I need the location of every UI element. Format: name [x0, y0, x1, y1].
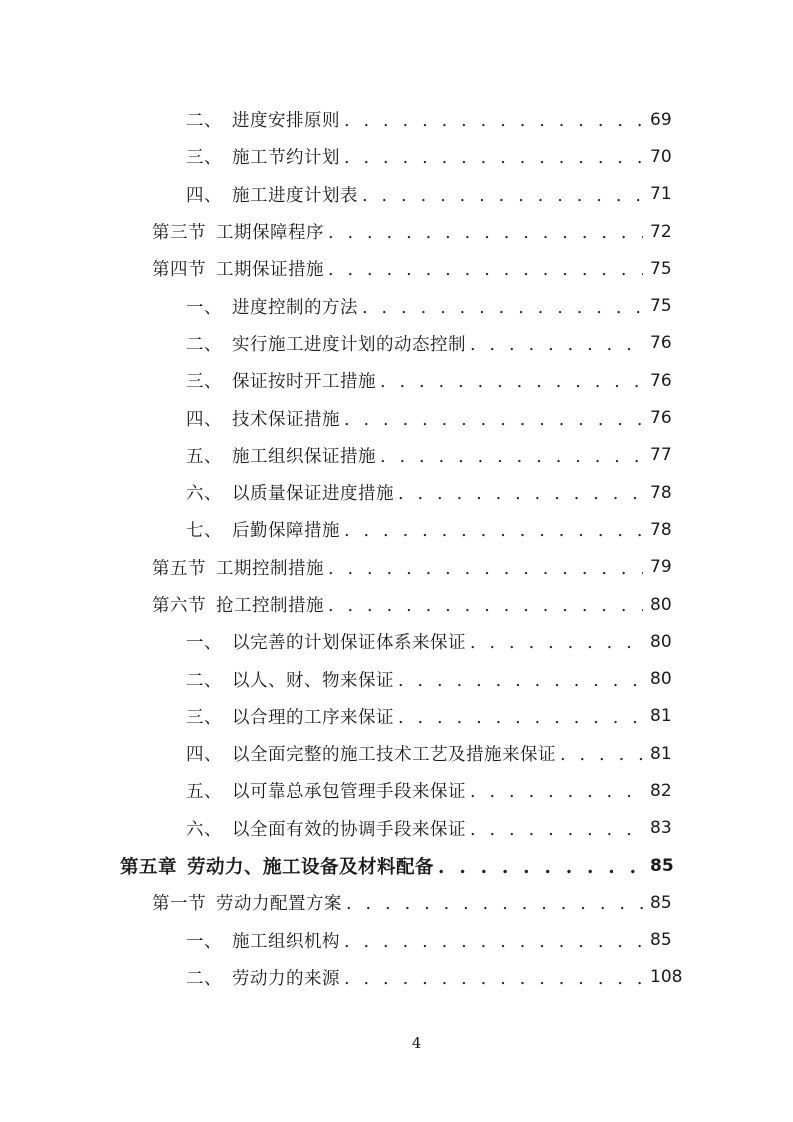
toc-entry-title: 施工组织机构	[232, 931, 340, 952]
toc-entry-label	[186, 406, 340, 431]
toc-entry-label	[186, 741, 556, 766]
toc-entry-label	[152, 592, 324, 617]
toc-entry[interactable]	[0, 176, 793, 213]
toc-entry-page: 78	[650, 519, 672, 540]
toc-entry-number: 三、	[186, 707, 222, 728]
dot-leader	[324, 260, 643, 280]
toc-entry-label	[186, 331, 466, 356]
toc-entry-number: 第五节	[152, 558, 206, 579]
toc-entry[interactable]	[0, 101, 793, 138]
toc-entry-label	[186, 182, 358, 207]
dot-leader	[324, 596, 643, 616]
dot-leader	[394, 671, 643, 691]
toc-entry-number: 第一节	[152, 894, 206, 915]
toc-entry-page: 85	[650, 855, 674, 876]
toc-entry[interactable]	[0, 213, 793, 250]
toc-entry-title: 工期控制措施	[216, 558, 324, 579]
toc-entry-label	[152, 219, 324, 244]
toc-entry[interactable]	[0, 884, 793, 921]
toc-entry-title: 抢工控制措施	[216, 596, 324, 616]
toc-entry-page: 69	[650, 109, 672, 130]
dot-leader	[466, 782, 643, 802]
toc-entry[interactable]	[0, 772, 793, 809]
toc-entry[interactable]	[0, 511, 793, 548]
toc-entry-label	[186, 480, 394, 505]
toc-entry-number: 一、	[186, 633, 222, 654]
toc-entry[interactable]	[0, 586, 793, 623]
toc-entry-label	[186, 928, 340, 953]
toc-entry[interactable]	[0, 474, 793, 511]
toc-entry-number: 六、	[186, 819, 222, 840]
toc-entry-page: 76	[650, 333, 672, 354]
toc-entry[interactable]	[0, 250, 793, 287]
toc-entry-title: 进度控制的方法	[232, 297, 358, 318]
toc-entry-number: 四、	[186, 409, 222, 430]
toc-entry-label	[186, 517, 340, 542]
dot-leader	[358, 186, 643, 206]
toc-entry-title: 以合理的工序来保证	[232, 707, 394, 728]
page-number: 4	[411, 1034, 422, 1052]
toc-entry[interactable]	[0, 660, 793, 697]
toc-entry[interactable]	[0, 810, 793, 847]
dot-leader	[324, 223, 643, 243]
toc-entry-number: 四、	[186, 185, 222, 206]
toc-entry-page: 71	[650, 184, 672, 205]
toc-entry[interactable]	[0, 362, 793, 399]
toc-entry[interactable]	[0, 623, 793, 660]
toc-entry-label	[186, 368, 376, 393]
toc-entry-number: 第四节	[152, 260, 206, 281]
dot-leader	[342, 894, 643, 914]
toc-entry-number: 三、	[186, 148, 222, 169]
toc-entry-title: 施工组织保证措施	[232, 446, 376, 467]
dot-leader	[556, 745, 643, 765]
toc-entry-label	[152, 256, 324, 281]
toc-entry-number: 五、	[186, 446, 222, 467]
toc-entry-title: 后勤保障措施	[232, 521, 340, 542]
toc-entry-label	[186, 778, 466, 803]
toc-entry-page: 75	[650, 296, 672, 317]
toc-entry-page: 72	[650, 221, 672, 242]
toc-entry-number: 五、	[186, 782, 222, 803]
toc-entry-label	[186, 443, 376, 468]
toc-entry-page: 80	[650, 594, 672, 615]
toc-entry-label	[186, 965, 340, 990]
toc-entry-page: 80	[650, 631, 672, 652]
toc-entry-page: 81	[650, 743, 672, 764]
toc-entry[interactable]	[0, 735, 793, 772]
toc-entry-title: 工期保障程序	[216, 223, 324, 244]
dot-leader	[340, 410, 643, 430]
toc-entry-page: 77	[650, 445, 672, 466]
dot-leader	[376, 372, 643, 392]
toc-entry[interactable]	[0, 549, 793, 586]
dot-leader	[340, 148, 643, 168]
toc-entry-label	[186, 107, 340, 132]
toc-entry-number: 七、	[186, 521, 222, 542]
toc-entry[interactable]	[0, 399, 793, 436]
toc-entry-number: 二、	[186, 334, 222, 355]
toc-entry-page: 85	[650, 930, 672, 951]
toc-entry-title: 施工进度计划表	[232, 185, 358, 206]
toc-entry-number: 一、	[186, 931, 222, 952]
toc-entry-title: 保证按时开工措施	[232, 372, 376, 393]
toc-entry-number: 一、	[186, 297, 222, 318]
toc-entry-label	[186, 667, 394, 692]
toc-entry-title: 劳动力、施工设备及材料配备	[187, 856, 435, 878]
toc-entry-title: 实行施工进度计划的动态控制	[232, 334, 466, 355]
toc-entry-page: 75	[650, 258, 672, 279]
toc-entry-label	[186, 294, 358, 319]
toc-entry-number: 第五章	[120, 856, 178, 878]
toc-entry-label	[186, 629, 466, 654]
toc-entry[interactable]	[0, 138, 793, 175]
toc-entry-label	[186, 144, 340, 169]
toc-entry[interactable]	[0, 437, 793, 474]
toc-chapter-entry[interactable]	[0, 847, 793, 884]
toc-entry-number: 四、	[186, 745, 222, 766]
toc-entry-title: 进度安排原则	[232, 111, 340, 132]
toc-entry-number: 二、	[186, 111, 222, 132]
toc-entry-number: 六、	[186, 484, 222, 505]
toc-entry-label	[186, 704, 394, 729]
toc-entry-number: 第六节	[152, 596, 206, 616]
dot-leader	[340, 932, 643, 952]
dot-leader	[340, 969, 643, 989]
dot-leader	[394, 484, 643, 504]
toc-entry-page: 83	[650, 818, 672, 839]
toc-entry-label	[152, 555, 324, 580]
toc-entry-page: 76	[650, 408, 672, 429]
toc-entry[interactable]	[0, 922, 793, 959]
toc-entry-title: 工期保证措施	[216, 260, 324, 281]
toc-entry-title: 劳动力配置方案	[216, 894, 342, 915]
toc-entry-label	[186, 816, 466, 841]
toc-entry-title: 以人、财、物来保证	[232, 670, 394, 691]
toc-entry-title: 以完善的计划保证体系来保证	[232, 633, 466, 654]
toc-entry-title: 技术保证措施	[232, 409, 340, 430]
toc-entry-page: 80	[650, 669, 672, 690]
toc-entry-page: 108	[650, 967, 683, 988]
toc-entry-title: 施工节约计划	[232, 148, 340, 169]
toc-entry-title: 以全面完整的施工技术工艺及措施来保证	[232, 745, 556, 766]
dot-leader	[466, 820, 643, 840]
dot-leader	[434, 857, 643, 878]
toc-entry-page: 81	[650, 706, 672, 727]
toc-entry-title: 以全面有效的协调手段来保证	[232, 819, 466, 840]
toc-entry-number: 第三节	[152, 223, 206, 244]
toc-entry-page: 76	[650, 370, 672, 391]
toc-entry-page: 79	[650, 557, 672, 578]
dot-leader	[324, 559, 643, 579]
toc-entry-number: 三、	[186, 372, 222, 393]
toc-entry[interactable]	[0, 959, 793, 996]
toc-entry-title: 以质量保证进度措施	[232, 484, 394, 505]
dot-leader	[358, 298, 643, 318]
toc-entry-title: 以可靠总承包管理手段来保证	[232, 782, 466, 803]
toc-entry[interactable]	[0, 325, 793, 362]
toc-entry-page: 78	[650, 482, 672, 503]
dot-leader	[340, 111, 643, 131]
toc-entry-title: 劳动力的来源	[232, 968, 340, 989]
toc-entry-number: 二、	[186, 968, 222, 989]
toc-entry[interactable]	[0, 287, 793, 324]
dot-leader	[340, 521, 643, 541]
dot-leader	[394, 708, 643, 728]
toc-entry-label	[152, 890, 342, 915]
toc-entry-page: 85	[650, 892, 672, 913]
toc-entry-page: 70	[650, 146, 672, 167]
toc-entry[interactable]	[0, 698, 793, 735]
dot-leader	[466, 335, 643, 355]
toc-entry-page: 82	[650, 780, 672, 801]
dot-leader	[466, 633, 643, 653]
table-of-contents	[0, 101, 793, 996]
toc-entry-number: 二、	[186, 670, 222, 691]
toc-entry-label	[120, 853, 434, 879]
dot-leader	[376, 447, 643, 467]
